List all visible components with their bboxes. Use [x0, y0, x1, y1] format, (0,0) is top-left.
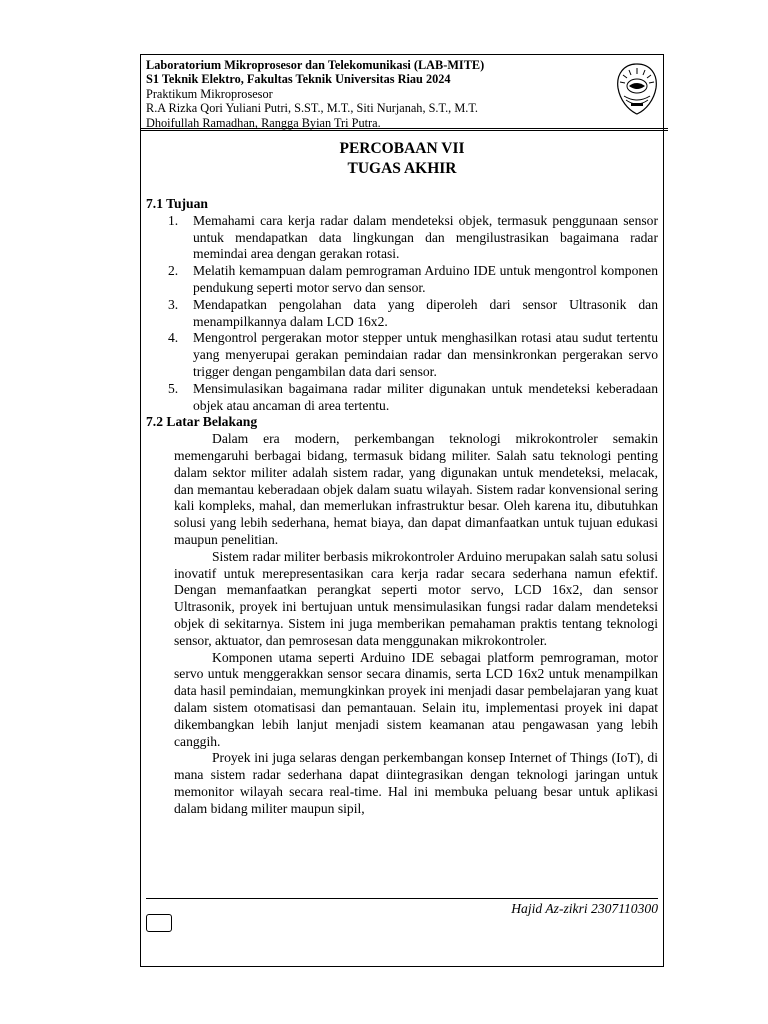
- list-number: 2.: [168, 263, 179, 279]
- university-logo-icon: [612, 60, 662, 116]
- title-line-2: TUGAS AKHIR: [347, 160, 457, 177]
- header-authors-2: Dhoifullah Ramadhan, Rangga Byian Tri Putra.: [146, 115, 381, 130]
- section-heading-tujuan: 7.1 Tujuan: [146, 196, 208, 211]
- paragraph: Proyek ini juga selaras dengan perkembangan konsep Internet of Things (IoT), di mana sistem radar sederhana dapat diintegrasikan dengan teknologi jaringan untuk memonitor wilayah secara real-time. Hal ini membuka peluang besar untuk aplikasi dalam bidang militer maupun sipil,: [174, 750, 658, 816]
- title-line-1: PERCOBAAN VII: [339, 140, 465, 157]
- list-text: Mendapatkan pengolahan data yang diperoleh dari sensor Ultrasonik dan menampilkannya dalam LCD 16x2.: [193, 296, 658, 329]
- paragraph: Sistem radar militer berbasis mikrokontroler Arduino merupakan salah satu solusi inovatif untuk merepresentasikan cara kerja radar secara sederhana namun efektif. Dengan memanfaatkan perangkat seperti motor servo, LCD 16x2, dan sensor Ultrasonik, proyek ini bertujuan untuk mensimulasikan fungsi radar dalam mendeteksi objek di sekitarnya. Sistem ini juga memberikan pemahaman praktis tentang teknologi sensor, aktuator, dan pemrosesan data menggunakan mikrokontroler.: [174, 548, 658, 648]
- header-authors-1: R.A Rizka Qori Yuliani Putri, S.ST., M.T., Siti Nurjanah, S.T., M.T.: [146, 101, 479, 116]
- page-header: [146, 58, 616, 130]
- header-divider-2: [140, 130, 668, 131]
- list-number: 4.: [168, 330, 179, 346]
- header-dept: S1 Teknik Elektro, Fakultas Teknik Universitas Riau 2024: [146, 72, 451, 87]
- list-item: [146, 213, 658, 263]
- footer-divider: [146, 898, 658, 899]
- list-text: Mengontrol pergerakan motor stepper untuk menghasilkan rotasi atau sudut tertentu yang menyerupai gerakan pemindaian radar dan mensinkronkan pergerakan servo trigger dengan pengambilan data dari sensor.: [193, 330, 658, 379]
- footer-author: Hajid Az-zikri 2307110300: [511, 901, 658, 916]
- list-item: [146, 297, 658, 331]
- header-lab: Laboratorium Mikroprosesor dan Telekomunikasi (LAB-MITE): [146, 58, 485, 72]
- page-number-box: [146, 914, 172, 932]
- header-course: Praktikum Mikroprosesor: [146, 86, 273, 101]
- list-item: [146, 381, 658, 415]
- document-body: [146, 196, 658, 817]
- list-text: Memahami cara kerja radar dalam mendeteksi objek, termasuk penggunaan sensor untuk mendapatkan data lingkungan dan mengilustrasikan bagaimana radar memindai area dengan gerakan rotasi.: [193, 212, 658, 262]
- list-text: Melatih kemampuan dalam pemrograman Arduino IDE untuk mengontrol komponen pendukung seperti motor servo dan sensor.: [193, 263, 658, 295]
- document-title: [140, 139, 664, 179]
- list-text: Mensimulasikan bagaimana radar militer digunakan untuk mendeteksi keberadaan objek atau ancaman di area tertentu.: [193, 380, 658, 413]
- list-number: 5.: [168, 380, 179, 396]
- paragraph: Dalam era modern, perkembangan teknologi mikrokontroler semakin memengaruhi berbagai bidang, termasuk bidang militer. Salah satu teknologi penting dalam sektor militer adalah sistem radar, yang digunakan untuk mendeteksi, melacak, dan memantau keberadaan objek dalam suatu wilayah. Sistem radar konvensional sering kali kompleks, mahal, dan memerlukan infrastruktur besar. Oleh karena itu, dibutuhkan solusi yang lebih sederhana, hemat biaya, dan dapat dimanfaatkan untuk tujuan edukasi maupun penelitian.: [174, 431, 658, 547]
- list-item: [146, 330, 658, 380]
- paragraph: Komponen utama seperti Arduino IDE sebagai platform pemrograman, motor servo untuk menggerakkan sensor secara dinamis, serta LCD 16x2 untuk menampilkan data hasil pemindaian, memungkinkan proyek ini menjadi dasar pembelajaran yang kuat dalam sistem otomatisasi dan pemantauan. Selain itu, implementasi proyek ini dapat dikembangkan lebih lanjut menjadi sistem keamanan atau pengawasan yang lebih canggih.: [174, 649, 658, 749]
- objectives-list: [146, 213, 658, 415]
- section-heading-latar-belakang: 7.2 Latar Belakang: [146, 414, 258, 430]
- list-item: [146, 263, 658, 297]
- header-divider: [140, 128, 668, 129]
- list-number: 3.: [168, 296, 179, 312]
- list-number: 1.: [168, 212, 179, 228]
